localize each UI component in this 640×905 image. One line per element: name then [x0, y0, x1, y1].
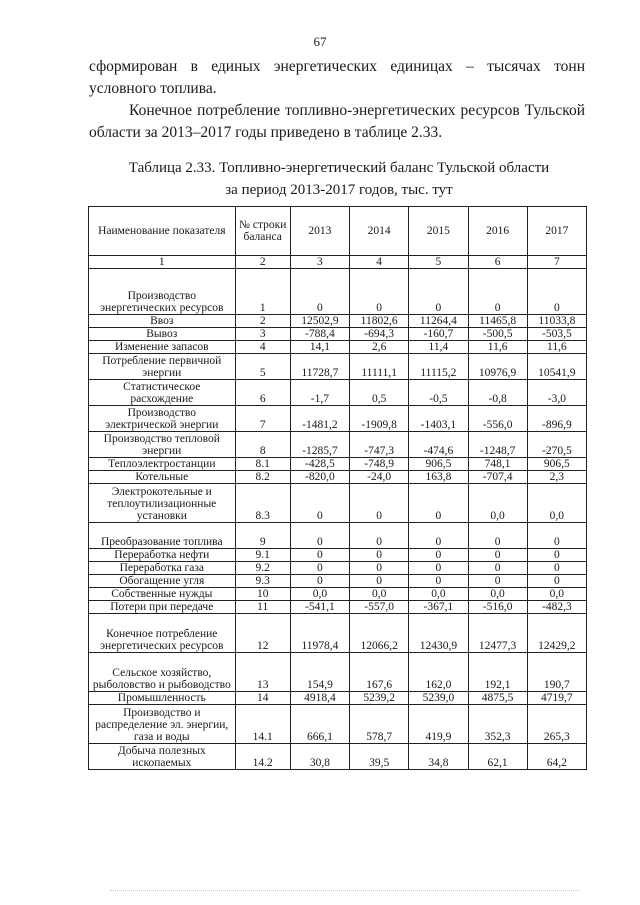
row-number-cell: 7: [235, 406, 290, 432]
table-caption: [89, 157, 589, 201]
value-cell-2014: 11802,6: [350, 315, 409, 328]
value-cell-2016: 0,0: [468, 484, 527, 523]
value-cell-2013: 0: [290, 523, 349, 549]
table-row: [89, 523, 587, 549]
table-row: [89, 269, 587, 315]
column-number: 4: [350, 256, 409, 269]
caption-line-2: за период 2013-2017 годов, тыс. тут: [225, 182, 453, 198]
value-cell-2016: 11,6: [468, 341, 527, 354]
value-cell-2015: 419,9: [409, 705, 468, 744]
header-indicator-name: Наименование показателя: [89, 207, 236, 256]
value-cell-2013: 0: [290, 562, 349, 575]
value-cell-2014: 5239,2: [350, 692, 409, 705]
value-cell-2013: -820,0: [290, 471, 349, 484]
table-row: [89, 380, 587, 406]
row-number-cell: 14: [235, 692, 290, 705]
indicator-name-cell: Вывоз: [89, 328, 236, 341]
value-cell-2016: -707,4: [468, 471, 527, 484]
row-number-cell: 12: [235, 614, 290, 653]
value-cell-2016: 748,1: [468, 458, 527, 471]
value-cell-2016: -556,0: [468, 406, 527, 432]
column-number: 1: [89, 256, 236, 269]
table-row: [89, 406, 587, 432]
value-cell-2015: 0,0: [409, 588, 468, 601]
row-number-cell: 9.1: [235, 549, 290, 562]
indicator-name-cell: Переработка газа: [89, 562, 236, 575]
value-cell-2017: -482,3: [527, 601, 586, 614]
value-cell-2013: 11728,7: [290, 354, 349, 380]
value-cell-2014: 167,6: [350, 653, 409, 692]
row-number-cell: 8.3: [235, 484, 290, 523]
consumption-paragraph: Конечное потребление топливно-энергетических ресурсов Тульской области за 2013–2017 годы приведено в таблице 2.33.: [89, 102, 585, 141]
value-cell-2017: 64,2: [527, 744, 586, 770]
value-cell-2013: 0: [290, 549, 349, 562]
value-cell-2016: 10976,9: [468, 354, 527, 380]
value-cell-2016: 62,1: [468, 744, 527, 770]
value-cell-2014: 11111,1: [350, 354, 409, 380]
table-header-row: [89, 207, 587, 256]
value-cell-2014: -747,3: [350, 432, 409, 458]
value-cell-2017: 0: [527, 523, 586, 549]
value-cell-2013: 154,9: [290, 653, 349, 692]
indicator-name-cell: Производство и распределение эл. энергии, газа и воды: [89, 705, 236, 744]
value-cell-2017: 906,5: [527, 458, 586, 471]
row-number-cell: 9: [235, 523, 290, 549]
value-cell-2017: 0,0: [527, 588, 586, 601]
table-row: [89, 744, 587, 770]
value-cell-2016: 11465,8: [468, 315, 527, 328]
value-cell-2014: -557,0: [350, 601, 409, 614]
value-cell-2015: 0: [409, 269, 468, 315]
value-cell-2014: 0: [350, 269, 409, 315]
row-number-cell: 5: [235, 354, 290, 380]
value-cell-2017: -896,9: [527, 406, 586, 432]
value-cell-2016: 4875,5: [468, 692, 527, 705]
indicator-name-cell: Собственные нужды: [89, 588, 236, 601]
value-cell-2014: 0,5: [350, 380, 409, 406]
value-cell-2015: 12430,9: [409, 614, 468, 653]
value-cell-2016: -0,8: [468, 380, 527, 406]
value-cell-2017: 0,0: [527, 484, 586, 523]
value-cell-2014: 0: [350, 484, 409, 523]
row-number-cell: 1: [235, 269, 290, 315]
indicator-name-cell: Производство тепловой энергии: [89, 432, 236, 458]
table-row: [89, 315, 587, 328]
row-number-cell: 14.1: [235, 705, 290, 744]
value-cell-2014: 2,6: [350, 341, 409, 354]
value-cell-2014: 0: [350, 549, 409, 562]
value-cell-2015: 0: [409, 484, 468, 523]
value-cell-2016: 12477,3: [468, 614, 527, 653]
value-cell-2014: 39,5: [350, 744, 409, 770]
value-cell-2013: 0,0: [290, 588, 349, 601]
header-year-2016: 2016: [468, 207, 527, 256]
row-number-cell: 8: [235, 432, 290, 458]
value-cell-2014: 0: [350, 575, 409, 588]
value-cell-2015: 0: [409, 523, 468, 549]
indicator-name-cell: Производство электрической энергии: [89, 406, 236, 432]
indicator-name-cell: Ввоз: [89, 315, 236, 328]
value-cell-2014: -24,0: [350, 471, 409, 484]
value-cell-2013: 666,1: [290, 705, 349, 744]
indicator-name-cell: Котельные: [89, 471, 236, 484]
indicator-name-cell: Теплоэлектростанции: [89, 458, 236, 471]
header-row-number: № строки баланса: [235, 207, 290, 256]
row-number-cell: 10: [235, 588, 290, 601]
table-row: [89, 549, 587, 562]
column-number: 3: [290, 256, 349, 269]
value-cell-2016: 0,0: [468, 588, 527, 601]
value-cell-2015: -1403,1: [409, 406, 468, 432]
value-cell-2015: 0: [409, 562, 468, 575]
row-number-cell: 11: [235, 601, 290, 614]
value-cell-2013: -1,7: [290, 380, 349, 406]
indicator-name-cell: Промышленность: [89, 692, 236, 705]
value-cell-2014: 578,7: [350, 705, 409, 744]
value-cell-2015: 11115,2: [409, 354, 468, 380]
value-cell-2015: 0: [409, 575, 468, 588]
row-number-cell: 8.2: [235, 471, 290, 484]
value-cell-2016: 0: [468, 562, 527, 575]
indicator-name-cell: Переработка нефти: [89, 549, 236, 562]
value-cell-2013: -788,4: [290, 328, 349, 341]
value-cell-2013: 14,1: [290, 341, 349, 354]
header-year-2014: 2014: [350, 207, 409, 256]
row-number-cell: 14.2: [235, 744, 290, 770]
row-number-cell: 2: [235, 315, 290, 328]
table-row: [89, 692, 587, 705]
table-row: [89, 341, 587, 354]
table-row: [89, 588, 587, 601]
value-cell-2017: 265,3: [527, 705, 586, 744]
value-cell-2017: 12429,2: [527, 614, 586, 653]
table-row: [89, 328, 587, 341]
energy-balance-table: [88, 206, 587, 770]
table-row: [89, 575, 587, 588]
indicator-name-cell: Электрокотельные и теплоутилизационные установки: [89, 484, 236, 523]
value-cell-2015: 0: [409, 549, 468, 562]
value-cell-2013: -1285,7: [290, 432, 349, 458]
value-cell-2014: 12066,2: [350, 614, 409, 653]
row-number-cell: 13: [235, 653, 290, 692]
value-cell-2017: 11033,8: [527, 315, 586, 328]
value-cell-2013: 0: [290, 575, 349, 588]
value-cell-2014: 0,0: [350, 588, 409, 601]
table-row: [89, 653, 587, 692]
value-cell-2015: 163,8: [409, 471, 468, 484]
value-cell-2016: 0: [468, 549, 527, 562]
value-cell-2013: 0: [290, 269, 349, 315]
value-cell-2017: 11,6: [527, 341, 586, 354]
indicator-name-cell: Преобразование топлива: [89, 523, 236, 549]
value-cell-2013: 12502,9: [290, 315, 349, 328]
value-cell-2014: -748,9: [350, 458, 409, 471]
value-cell-2016: 0: [468, 523, 527, 549]
row-number-cell: 6: [235, 380, 290, 406]
table-row: [89, 601, 587, 614]
value-cell-2016: -500,5: [468, 328, 527, 341]
header-year-2013: 2013: [290, 207, 349, 256]
value-cell-2015: -474,6: [409, 432, 468, 458]
column-number-row: [89, 256, 587, 269]
value-cell-2015: -367,1: [409, 601, 468, 614]
table-row: [89, 562, 587, 575]
indicator-name-cell: Добыча полезных ископаемых: [89, 744, 236, 770]
value-cell-2015: 5239,0: [409, 692, 468, 705]
value-cell-2015: 11,4: [409, 341, 468, 354]
header-year-2015: 2015: [409, 207, 468, 256]
value-cell-2013: 0: [290, 484, 349, 523]
column-number: 5: [409, 256, 468, 269]
row-number-cell: 3: [235, 328, 290, 341]
value-cell-2013: 4918,4: [290, 692, 349, 705]
intro-paragraph: сформирован в единых энергетических единицах – тысячах тонн условного топлива.: [89, 58, 585, 97]
value-cell-2014: -1909,8: [350, 406, 409, 432]
value-cell-2014: 0: [350, 562, 409, 575]
table-row: [89, 705, 587, 744]
value-cell-2017: -270,5: [527, 432, 586, 458]
header-year-2017: 2017: [527, 207, 586, 256]
table-row: [89, 614, 587, 653]
value-cell-2016: 0: [468, 575, 527, 588]
indicator-name-cell: Сельское хозяйство, рыболовство и рыбоводство: [89, 653, 236, 692]
value-cell-2015: -160,7: [409, 328, 468, 341]
value-cell-2016: 0: [468, 269, 527, 315]
table-row: [89, 354, 587, 380]
indicator-name-cell: Потери при передаче: [89, 601, 236, 614]
value-cell-2015: 906,5: [409, 458, 468, 471]
value-cell-2017: 190,7: [527, 653, 586, 692]
page-number: 67: [313, 34, 327, 49]
value-cell-2013: 30,8: [290, 744, 349, 770]
value-cell-2017: 10541,9: [527, 354, 586, 380]
value-cell-2017: 0: [527, 575, 586, 588]
value-cell-2015: -0,5: [409, 380, 468, 406]
table-row: [89, 471, 587, 484]
value-cell-2013: -541,1: [290, 601, 349, 614]
indicator-name-cell: Статистическое расхождение: [89, 380, 236, 406]
value-cell-2016: -1248,7: [468, 432, 527, 458]
row-number-cell: 9.3: [235, 575, 290, 588]
value-cell-2013: -428,5: [290, 458, 349, 471]
row-number-cell: 9.2: [235, 562, 290, 575]
value-cell-2016: 352,3: [468, 705, 527, 744]
value-cell-2017: 4719,7: [527, 692, 586, 705]
value-cell-2015: 11264,4: [409, 315, 468, 328]
row-number-cell: 4: [235, 341, 290, 354]
indicator-name-cell: Производство энергетических ресурсов: [89, 269, 236, 315]
column-number: 6: [468, 256, 527, 269]
indicator-name-cell: Потребление первичной энергии: [89, 354, 236, 380]
caption-line-1: Таблица 2.33. Топливно-энергетический баланс Тульской области: [128, 160, 550, 176]
indicator-name-cell: Конечное потребление энергетических ресурсов: [89, 614, 236, 653]
indicator-name-cell: Изменение запасов: [89, 341, 236, 354]
column-number: 2: [235, 256, 290, 269]
value-cell-2017: 0: [527, 549, 586, 562]
table-row: [89, 432, 587, 458]
value-cell-2017: 0: [527, 562, 586, 575]
value-cell-2017: 2,3: [527, 471, 586, 484]
value-cell-2016: 192,1: [468, 653, 527, 692]
value-cell-2015: 162,0: [409, 653, 468, 692]
value-cell-2017: -3,0: [527, 380, 586, 406]
page-bottom-rule: [110, 890, 580, 892]
row-number-cell: 8.1: [235, 458, 290, 471]
value-cell-2013: 11978,4: [290, 614, 349, 653]
value-cell-2017: 0: [527, 269, 586, 315]
table-row: [89, 484, 587, 523]
table-row: [89, 458, 587, 471]
value-cell-2015: 34,8: [409, 744, 468, 770]
value-cell-2013: -1481,2: [290, 406, 349, 432]
value-cell-2014: 0: [350, 523, 409, 549]
value-cell-2014: -694,3: [350, 328, 409, 341]
column-number: 7: [527, 256, 586, 269]
value-cell-2017: -503,5: [527, 328, 586, 341]
value-cell-2016: -516,0: [468, 601, 527, 614]
indicator-name-cell: Обогащение угля: [89, 575, 236, 588]
